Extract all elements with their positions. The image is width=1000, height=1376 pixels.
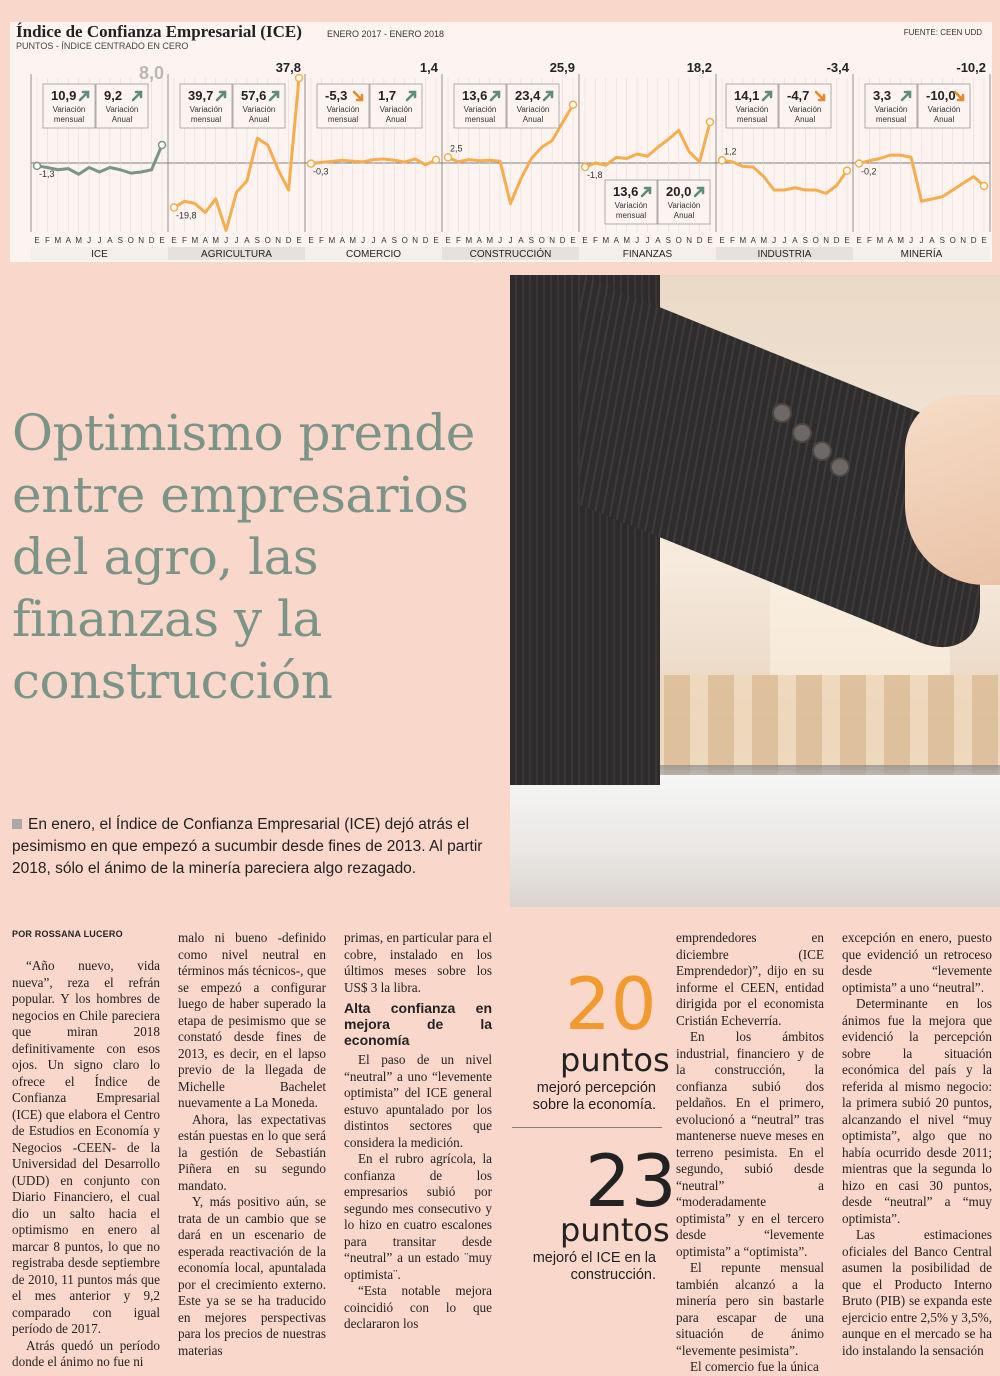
paragraph: Las estimaciones oficiales del Banco Central asumen la posibilidad de que el Producto Interno Bruto (PIB) se expanda este ejercicio entre 2,5% y 3,5%, aunque en el mercado se ha ido instalando la sensación [842, 1227, 992, 1358]
month-tick-label: D [970, 236, 977, 245]
month-tick-label: E [433, 236, 439, 245]
series-point [433, 156, 440, 163]
month-tick-label: J [371, 236, 376, 245]
sector-label: CONSTRUCCIÓN [469, 249, 552, 260]
month-tick-label: E [844, 236, 850, 245]
end-value-label: -3,4 [826, 60, 849, 75]
article-column-1 [12, 958, 160, 1371]
start-value-label: -1,8 [587, 170, 603, 181]
month-tick-label: A [381, 236, 387, 245]
variation-caption: mensual [327, 115, 359, 124]
variation-caption: Variación [516, 105, 550, 114]
variation-caption: Anual [522, 115, 544, 124]
month-tick-label: M [602, 236, 610, 245]
month-tick-label: M [486, 236, 494, 245]
month-tick-label: M [623, 236, 631, 245]
month-tick-label: A [339, 236, 345, 245]
variation-caption: Anual [673, 211, 695, 220]
month-tick-label: S [117, 236, 124, 245]
month-tick-label: N [412, 236, 419, 245]
month-tick-label: J [909, 236, 914, 245]
subheading: Alta confianza en mejora de la economía [344, 1000, 492, 1048]
month-tick-label: N [138, 236, 145, 245]
month-tick-label: O [538, 236, 545, 245]
article-column-2 [178, 930, 326, 1359]
variation-caption: Anual [385, 115, 407, 124]
variation-caption: Anual [248, 115, 270, 124]
month-tick-label: D [833, 236, 840, 245]
month-tick-label: J [224, 236, 229, 245]
month-tick-label: S [391, 236, 398, 245]
month-tick-label: E [171, 236, 177, 245]
month-tick-label: O [949, 236, 956, 245]
sector-label: AGRICULTURA [201, 249, 272, 260]
photo-cuff-button [772, 403, 792, 423]
month-tick-label: M [760, 236, 768, 245]
month-tick-label: N [275, 236, 282, 245]
month-tick-label: E [445, 236, 451, 245]
month-tick-label: N [686, 236, 693, 245]
month-tick-label: A [750, 236, 756, 245]
month-tick-label: J [97, 236, 102, 245]
byline: POR ROSSANA LUCERO [12, 929, 123, 939]
variation-value: 9,2 [104, 88, 123, 103]
month-tick-label: A [613, 236, 619, 245]
variation-caption: mensual [190, 115, 222, 124]
variation-value: 14,1 [734, 88, 760, 103]
month-tick-label: M [328, 236, 336, 245]
start-value-label: 1,2 [724, 146, 737, 157]
month-tick-label: A [929, 236, 935, 245]
variation-value: 13,6 [613, 184, 639, 199]
paragraph: “Esta notable mejora coincidió con lo que declararon los [344, 1283, 492, 1331]
paragraph: En los ámbitos industrial, financiero y de la construcción, la confianza subió dos peldaños. En el primero, evolucionó a “neutral” tras mantenerse nueve meses en terreno pesimista. En el segundo, subió desde “neutral” a “moderadamente optimista” y en el tercero desde “levemente optimista” a “optimista”. [676, 1029, 824, 1259]
article-column-5 [842, 930, 992, 1359]
start-value-label: -0,2 [861, 166, 877, 177]
photo-table [510, 775, 1000, 907]
variation-caption: Variación [614, 201, 648, 210]
month-tick-label: S [802, 236, 809, 245]
paragraph: Determinante en los ánimos fue la mejora que evidenció la percepción sobre la situación económica del país y la referida al mismo negocio: la primera subió 20 puntos, alcanzando el nivel “muy optimista”, algo que no había ocurrido desde 2011; mientras que la segunda lo hizo en casi 30 puntos, desde “neutral” a “muy optimista”. [842, 996, 992, 1226]
month-tick-label: F [592, 236, 598, 245]
month-tick-label: J [508, 236, 513, 245]
paragraph: El paso de un nivel “neutral” a uno “levemente optimista” del ICE general estuvo apuntalado por los distintos sectores que considera la medición. [344, 1052, 492, 1150]
sector-label: FINANZAS [622, 249, 673, 260]
variation-caption: Variación [788, 105, 822, 114]
paragraph: excepción en enero, puesto que evidenció un retroceso desde “levemente optimista” a uno “neutral”. [842, 930, 992, 995]
month-tick-label: F [44, 236, 50, 245]
series-point [719, 157, 726, 164]
sector-label: MINERÍA [900, 249, 943, 260]
article-column-4 [676, 930, 824, 1376]
paragraph: En el rubro agrícola, la confianza de los empresarios subió por segundo mes consecutivo y lo hizo en cuatro escalones para transitar desde “neutral” a un estado ¨muy optimista¨. [344, 1151, 492, 1282]
variation-value: 39,7 [188, 88, 214, 103]
chart-period: ENERO 2017 - ENERO 2018 [327, 29, 445, 39]
month-tick-label: M [212, 236, 220, 245]
end-value-label: 1,4 [419, 60, 438, 75]
month-tick-label: J [635, 236, 640, 245]
variation-caption: mensual [736, 115, 768, 124]
month-tick-label: M [465, 236, 473, 245]
lead-text: En enero, el Índice de Confianza Empresarial (ICE) dejó atrás el pesimismo en que empezó a sucumbir desde fines de 2013. Al partir 2018, sólo el ánimo de la minería pareciera algo rezagado. [12, 816, 483, 877]
month-tick-label: J [87, 236, 92, 245]
month-tick-label: A [792, 236, 798, 245]
ice-sector-charts [0, 0, 1000, 270]
stat-unit-construction: puntos [560, 1211, 670, 1249]
month-tick-label: J [234, 236, 239, 245]
month-tick-label: O [812, 236, 819, 245]
month-tick-label: O [127, 236, 134, 245]
sector-label: INDUSTRIA [757, 249, 812, 260]
variation-caption: Anual [933, 115, 955, 124]
month-tick-label: F [181, 236, 187, 245]
month-tick-label: E [296, 236, 302, 245]
variation-caption: Variación [189, 105, 223, 114]
paragraph: Ahora, las expectativas están puestas en lo que será la gestión de Sebastián Piñera en su segundo mandato. [178, 1111, 326, 1193]
variation-caption: Variación [379, 105, 413, 114]
variation-caption: Anual [111, 115, 133, 124]
variation-caption: Variación [463, 105, 497, 114]
stat-divider [512, 1127, 662, 1128]
month-tick-label: O [675, 236, 682, 245]
month-tick-label: E [981, 236, 987, 245]
paragraph: El repunte mensual también alcanzó a la minería pero sin bastarle para escapar de una situación de ánimo “levemente pesimista”. [676, 1260, 824, 1358]
month-tick-label: J [772, 236, 777, 245]
paragraph: Atrás quedó un período donde el ánimo no fue ni [12, 1337, 160, 1369]
month-tick-label: E [719, 236, 725, 245]
end-value-label: -10,2 [956, 60, 986, 75]
series-point [981, 182, 988, 189]
photo-cuff-button [830, 457, 850, 477]
month-tick-label: M [75, 236, 83, 245]
month-tick-label: J [645, 236, 650, 245]
start-value-label: -1,3 [39, 168, 55, 179]
month-tick-label: S [665, 236, 672, 245]
article-column-3 [344, 930, 492, 1333]
month-tick-label: A [244, 236, 250, 245]
variation-caption: Variación [874, 105, 908, 114]
end-value-label: 37,8 [275, 60, 301, 75]
month-tick-label: E [707, 236, 713, 245]
variation-value: 13,6 [462, 88, 488, 103]
series-point [844, 167, 851, 174]
lead-paragraph [12, 814, 500, 880]
variation-value: -5,3 [325, 88, 348, 103]
paragraph: emprendedores en diciembre (ICE Emprendedor)”, dijo en su informe el CEEN, entidad dirigida por el economista Cristián Echeverría. [676, 930, 824, 1028]
month-tick-label: N [549, 236, 556, 245]
end-value-label: 25,9 [549, 60, 575, 75]
series-point [707, 119, 714, 126]
chart-source: FUENTE: CEEN UDD [903, 28, 982, 37]
paragraph: El comercio fue la única [690, 1359, 819, 1374]
month-tick-label: F [318, 236, 324, 245]
variation-value: 20,0 [666, 184, 692, 199]
stat-number-construction: 23 [585, 1139, 677, 1223]
month-tick-label: S [254, 236, 261, 245]
month-tick-label: E [34, 236, 40, 245]
month-tick-label: S [939, 236, 946, 245]
month-tick-label: E [582, 236, 588, 245]
month-tick-label: N [960, 236, 967, 245]
variation-value: -10,0 [926, 88, 956, 103]
sector-label: COMERCIO [346, 249, 401, 260]
month-tick-label: J [919, 236, 924, 245]
month-tick-label: F [866, 236, 872, 245]
month-tick-label: M [54, 236, 62, 245]
variation-caption: mensual [464, 115, 496, 124]
paragraph: malo ni bueno -definido como nivel neutral en términos más técnicos-, que se empezó a configurar luego de haber superado la etapa de pesimismo que se constató desde fines de 2013, es decir, en el lapso previo de la llegada de Michelle Bachelet nuevamente a La Moneda. [178, 930, 326, 1110]
paragraph: primas, en particular para el cobre, instalado en los últimos meses sobre los US$ 3 la libra. [344, 930, 492, 995]
month-tick-label: A [107, 236, 113, 245]
variation-value: 10,9 [51, 88, 77, 103]
month-tick-label: O [401, 236, 408, 245]
month-tick-label: D [285, 236, 292, 245]
start-value-label: -0,3 [313, 166, 329, 177]
stat-desc-construction: mejoró el ICE en la construcción. [532, 1250, 656, 1283]
headline: Optimismo prende entre empresarios del agro, las finanzas y la construcción [12, 404, 475, 710]
variation-caption: mensual [875, 115, 907, 124]
stat-desc-economy: mejoró percepción sobre la economía. [532, 1080, 656, 1113]
month-tick-label: D [559, 236, 566, 245]
month-tick-label: A [655, 236, 661, 245]
variation-caption: Anual [794, 115, 816, 124]
series-point [445, 154, 452, 161]
start-value-label: -19,8 [176, 210, 197, 221]
variation-caption: Variación [52, 105, 86, 114]
variation-caption: mensual [615, 211, 647, 220]
series-point [296, 74, 303, 81]
variation-caption: Variación [105, 105, 139, 114]
month-tick-label: D [422, 236, 429, 245]
month-tick-label: J [361, 236, 366, 245]
variation-value: 57,6 [241, 88, 267, 103]
end-value-label: 18,2 [686, 60, 712, 75]
stat-unit-economy: puntos [560, 1041, 670, 1079]
month-tick-label: F [729, 236, 735, 245]
month-tick-label: M [897, 236, 905, 245]
chart-title: Índice de Confianza Empresarial (ICE) [16, 22, 302, 41]
month-tick-label: E [856, 236, 862, 245]
month-tick-label: A [65, 236, 71, 245]
month-tick-label: M [191, 236, 199, 245]
start-value-label: 2,5 [450, 143, 463, 154]
variation-caption: mensual [53, 115, 85, 124]
series-point [159, 142, 166, 149]
month-tick-label: E [159, 236, 165, 245]
month-tick-label: N [823, 236, 830, 245]
month-tick-label: D [696, 236, 703, 245]
month-tick-label: M [739, 236, 747, 245]
month-tick-label: S [528, 236, 535, 245]
paragraph: Y, más positivo aún, se trata de un cambio que se dará en un escenario de esperada reactivación de la economía local, apuntalada por el crecimiento externo. Este ya se se ha traducido en mejores perspectivas para los precios de nuestras materias [178, 1194, 326, 1358]
variation-value: 1,7 [378, 88, 397, 103]
chart-subtitle: PUNTOS - ÍNDICE CENTRADO EN CERO [16, 41, 189, 51]
photo-cuff-button [792, 423, 812, 443]
month-tick-label: A [518, 236, 524, 245]
month-tick-label: M [349, 236, 357, 245]
paragraph: “Año nuevo, vida nueva”, reza el refrán popular. Y los hombres de negocios en Chile pareciera que miran 2018 definitivamente con esos ojos. Un signo claro lo ofrece el Índice de Confianza Empresarial (ICE) que elabora el Centro de Estudios en Economía y Negocios -CEEN- de la Universidad del Desarrollo (UDD) en conjunto con Diario Financiero, el cual dio un salto hacia el optimismo en enero al marcar 8 puntos, lo que no registraba desde septiembre de 2010, 11 puntos más que el mes anterior y 9,2 comparado con igual período de 2017. [12, 958, 160, 1336]
handshake-photo [510, 275, 1000, 907]
stat-number-economy: 20 [565, 962, 657, 1046]
variation-value: -4,7 [787, 88, 810, 103]
end-value-label: 8,0 [138, 63, 164, 83]
variation-caption: Variación [667, 201, 701, 210]
photo-cuff-button [812, 441, 832, 461]
variation-value: 3,3 [873, 88, 892, 103]
sector-label: ICE [91, 249, 108, 260]
month-tick-label: F [455, 236, 461, 245]
month-tick-label: A [202, 236, 208, 245]
month-tick-label: O [264, 236, 271, 245]
month-tick-label: A [476, 236, 482, 245]
month-tick-label: J [498, 236, 503, 245]
variation-caption: Variación [927, 105, 961, 114]
month-tick-label: E [308, 236, 314, 245]
month-tick-label: J [782, 236, 787, 245]
variation-caption: Variación [735, 105, 769, 114]
variation-caption: Variación [326, 105, 360, 114]
month-tick-label: M [876, 236, 884, 245]
lead-bullet-icon [12, 819, 22, 829]
month-tick-label: A [887, 236, 893, 245]
series-point [570, 101, 577, 108]
month-tick-label: D [148, 236, 155, 245]
month-tick-label: E [570, 236, 576, 245]
variation-value: 23,4 [515, 88, 541, 103]
variation-caption: Variación [242, 105, 276, 114]
